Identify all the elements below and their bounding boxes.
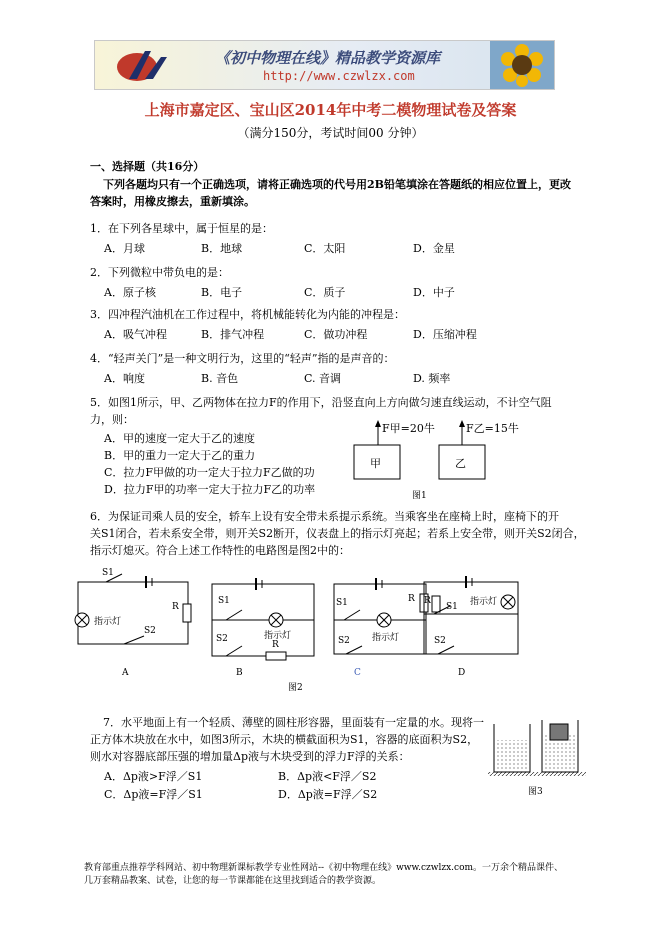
banner-url[interactable]: http://www.czwlzx.com [263, 69, 415, 83]
question-4-stem: 4．“轻声关门”是一种文明行为，这里的“轻声”指的是声音的： [90, 352, 395, 365]
circuit-b [212, 578, 314, 660]
question-5-option-c: C．拉力F甲做的功一定大于拉力F乙做的功 [104, 466, 315, 479]
circuit-a-s1: S1 [102, 568, 114, 578]
site-banner [94, 40, 555, 90]
question-6-stem-3: 指示灯熄灭。符合上述工作特性的电路图是图2中的： [90, 544, 350, 557]
question-3-option-a: A．吸气冲程 [104, 328, 167, 341]
question-3-option-d: D．压缩冲程 [413, 328, 477, 341]
question-7-option-b: B．Δp液<F浮／S2 [278, 770, 377, 783]
question-5-option-d: D．拉力F甲的功率一定大于拉力F乙的功率 [104, 483, 316, 496]
question-7-option-c: C．Δp液=F浮／S1 [104, 788, 203, 801]
section-instruction-2: 答案时，用橡皮擦去，重新填涂。 [90, 195, 255, 208]
paper-title: 上海市嘉定区、宝山区2014年中考二模物理试卷及答案 [144, 101, 517, 119]
figure-3 [488, 718, 588, 798]
question-7-option-a: A．Δp液>F浮／S1 [104, 770, 203, 783]
figure-2 [66, 562, 606, 692]
question-7-stem-3: 则水对容器底部压强的增加量Δp液与木块受到的浮力F浮的关系： [90, 750, 410, 763]
circuit-d-s2: S2 [434, 636, 446, 646]
question-1-option-c: C．太阳 [304, 242, 346, 255]
wood-block [550, 724, 568, 740]
circuit-a-lamp: 指示灯 [94, 617, 122, 627]
banner-title: 《初中物理在线》精品教学资源库 [215, 49, 441, 67]
question-4-option-b: B. 音色 [201, 372, 239, 385]
circuit-c-s1: S1 [336, 598, 348, 608]
question-2-option-a: A．原子核 [104, 286, 156, 299]
circuit-a-s2: S2 [144, 626, 156, 636]
figure-3-drawing [488, 718, 588, 778]
circuit-b-s2: S2 [216, 634, 228, 644]
question-6-stem-1: 6．为保证司乘人员的安全，轿车上设有安全带未系提示系统。当乘客坐在座椅上时，座椅下的开 [90, 510, 559, 523]
circuit-c-lamp: 指示灯 [372, 633, 400, 643]
container-before [494, 724, 530, 772]
question-5-option-a: A．甲的速度一定大于乙的速度 [104, 432, 255, 445]
section-heading: 一、选择题（共16分） [90, 160, 205, 173]
question-4-option-a: A．响度 [104, 372, 145, 385]
circuit-d-lamp: 指示灯 [470, 597, 498, 607]
question-7-option-d: D．Δp液=F浮／S2 [278, 788, 378, 801]
circuit-c-s2: S2 [338, 636, 350, 646]
footer-line-2: 几万套精品教案、试卷，让您的每一节课都能在这里找到适合的教学资源。 [84, 876, 382, 886]
page-footer [84, 862, 563, 888]
figure-2-label: 图2 [288, 683, 303, 693]
box-yi-label: 乙 [455, 457, 466, 470]
question-1-stem: 1．在下列各星球中，属于恒星的是： [90, 222, 273, 235]
force-label-yi: F乙=15牛 [466, 422, 519, 435]
question-1-option-d: D．金星 [413, 242, 455, 255]
circuit-a-r: R [172, 602, 179, 612]
arrowhead-yi-icon [459, 420, 465, 427]
circuit-b-lamp: 指示灯 [264, 631, 292, 641]
circuit-c-r: R [408, 594, 415, 604]
circuit-b-r: R [272, 640, 279, 650]
figure-3-label: 图3 [528, 787, 543, 797]
question-2-option-c: C．质子 [304, 286, 346, 299]
question-5-option-b: B．甲的重力一定大于乙的重力 [104, 449, 256, 462]
question-7-stem-2: 正方体木块放在水中，如图3所示，木块的横截面积为S1，容器的底面积为S2， [90, 733, 479, 746]
circuit-a-label: A [122, 668, 129, 678]
figure-1 [340, 418, 540, 508]
question-4-option-c: C. 音调 [304, 372, 342, 385]
figure-1-label: 图1 [412, 491, 427, 501]
circuit-d-s1: S1 [446, 602, 458, 612]
question-2-stem: 2．下列微粒中带负电的是： [90, 266, 229, 279]
force-label-jia: F甲=20牛 [382, 422, 435, 435]
box-jia-label: 甲 [370, 457, 381, 470]
question-3-option-b: B．排气冲程 [201, 328, 265, 341]
site-logo-icon [111, 45, 181, 85]
section-instruction-1: 下列各题均只有一个正确选项，请将正确选项的代号用2B铅笔填涂在答题纸的相应位置上，更改 [103, 178, 571, 191]
circuit-d-r: R [424, 596, 431, 606]
question-7-stem-1: 7．水平地面上有一个轻质、薄壁的圆柱形容器，里面装有一定量的水。现将一 [103, 716, 484, 729]
circuit-c-label: C [354, 668, 361, 678]
paper-subtitle: （满分150分，考试时间00 分钟） [237, 126, 424, 140]
footer-line-1: 教育部重点推荐学科网站、初中物理新课标教学专业性网站--《初中物理在线》www.czwlzx.com。一万余个精品课件、 [84, 863, 564, 873]
ground [488, 772, 586, 776]
question-4-option-d: D. 频率 [413, 372, 451, 385]
question-1-option-b: B．地球 [201, 242, 243, 255]
question-2-option-b: B．电子 [201, 286, 243, 299]
question-5-stem-2: 力，则： [90, 413, 134, 426]
question-3-option-c: C．做功冲程 [304, 328, 368, 341]
arrowhead-jia-icon [375, 420, 381, 427]
circuit-b-s1: S1 [218, 596, 230, 606]
sunflower-icon [490, 41, 554, 89]
question-3-stem: 3．四冲程汽油机在工作过程中，将机械能转化为内能的冲程是： [90, 308, 405, 321]
question-1-option-a: A．月球 [104, 242, 145, 255]
container-after [542, 720, 578, 772]
question-2-option-d: D．中子 [413, 286, 455, 299]
circuit-b-label: B [236, 668, 243, 678]
circuit-d-label: D [458, 668, 466, 678]
question-5-stem-1: 5．如图1所示，甲、乙两物体在拉力F的作用下，沿竖直向上方向做匀速直线运动，不计空气阻 [90, 396, 552, 409]
question-6-stem-2: 关S1闭合，若未系安全带，则开关S2断开，仪表盘上的指示灯亮起；若系上安全带，则开关S2闭合， [90, 527, 585, 540]
